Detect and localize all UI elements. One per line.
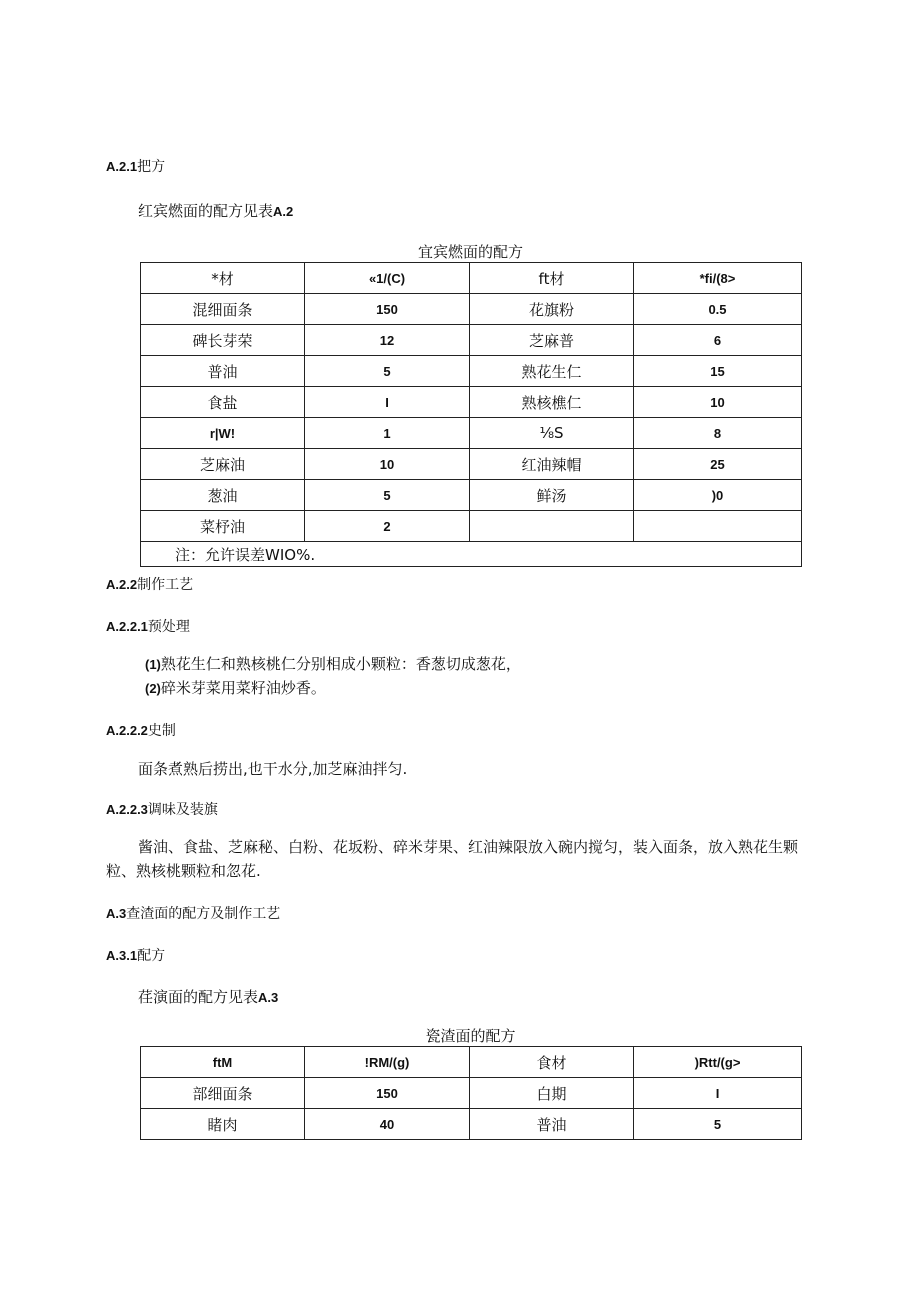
heading-a3: A.3查渣面的配方及制作工艺	[106, 906, 281, 922]
ingredient-cell: r|W!	[141, 418, 305, 449]
header-cell: ftM	[141, 1047, 305, 1078]
amount-cell: 1	[305, 418, 470, 449]
ingredient-cell: 混细面条	[141, 294, 305, 325]
ingredient-cell: 红油辣帽	[470, 449, 634, 480]
list-item: (2)碎米芽菜用菜籽油炒香。	[145, 679, 326, 697]
amount-cell: 150	[305, 294, 470, 325]
table-row	[141, 511, 802, 542]
ingredient-cell: 葱油	[141, 480, 305, 511]
ingredient-cell: 食盐	[141, 387, 305, 418]
amount-cell: 5	[305, 356, 470, 387]
ingredient-cell: 鲜汤	[470, 480, 634, 511]
amount-cell: 25	[634, 449, 802, 480]
amount-cell: 5	[305, 480, 470, 511]
ingredient-cell: 花旗粉	[470, 294, 634, 325]
amount-cell: 2	[305, 511, 470, 542]
amount-cell: 10	[305, 449, 470, 480]
ingredient-cell: 菜杼油	[141, 511, 305, 542]
table-row	[141, 1078, 802, 1109]
ingredient-cell: 碑长芽荣	[141, 325, 305, 356]
paragraph-a2-2-3-line2: 粒、熟核桃颗粒和忽花.	[106, 862, 261, 880]
ingredient-cell: 普油	[470, 1109, 634, 1140]
intro-a2: 红宾燃面的配方见表A.2	[138, 202, 294, 220]
table-row	[141, 1109, 802, 1140]
ingredient-cell: 芝麻油	[141, 449, 305, 480]
header-cell: *材	[141, 263, 305, 294]
header-cell: 食材	[470, 1047, 634, 1078]
table-row	[141, 294, 802, 325]
table-note-row	[141, 542, 802, 567]
amount-cell: 10	[634, 387, 802, 418]
table-row	[141, 449, 802, 480]
paragraph-a2-2-2: 面条煮熟后捞出,也干水分,加芝麻油拌匀.	[138, 760, 408, 778]
ingredient-cell: 熟花生仁	[470, 356, 634, 387]
ingredient-cell: 普油	[141, 356, 305, 387]
ingredient-cell: 睹肉	[141, 1109, 305, 1140]
table-row	[141, 387, 802, 418]
intro-a3: 荏演面的配方见表A.3	[138, 988, 279, 1006]
amount-cell: I	[634, 1078, 802, 1109]
recipe-table-a2	[140, 262, 802, 567]
amount-cell: 150	[305, 1078, 470, 1109]
heading-a3-1: A.3.1配方	[106, 948, 166, 964]
table-row	[141, 418, 802, 449]
amount-cell: 0.5	[634, 294, 802, 325]
table-a2-caption: 宜宾燃面的配方	[417, 243, 523, 261]
heading-a2-2-3: A.2.2.3调味及装旗	[106, 802, 218, 818]
amount-cell: 8	[634, 418, 802, 449]
amount-cell: 15	[634, 356, 802, 387]
amount-cell: 12	[305, 325, 470, 356]
header-cell: )Rtt/(g>	[634, 1047, 802, 1078]
table-row	[141, 356, 802, 387]
heading-a2-2-2: A.2.2.2史制	[106, 723, 176, 739]
header-cell: !RM/(g)	[305, 1047, 470, 1078]
ingredient-cell: ⅛S	[470, 418, 634, 449]
table-row	[141, 480, 802, 511]
heading-a2-2-1: A.2.2.1预处理	[106, 619, 190, 635]
table-a3-caption: 瓷渣面的配方	[425, 1027, 516, 1045]
ingredient-cell: 白期	[470, 1078, 634, 1109]
table-row	[141, 325, 802, 356]
table-header-row	[141, 1047, 802, 1078]
heading-a2-2: A.2.2制作工艺	[106, 577, 194, 593]
list-item: (1)熟花生仁和熟核桃仁分别相成小颗粒：香葱切成葱花，	[145, 655, 521, 673]
ingredient-cell: 熟核樵仁	[470, 387, 634, 418]
amount-cell: I	[305, 387, 470, 418]
paragraph-a2-2-3-line1: 酱油、食盐、芝麻秘、白粉、花坂粉、碎米芽果、红油辣限放入碗内搅匀，装入面条，放入熟花生颗	[138, 838, 799, 856]
header-cell: ft材	[470, 263, 634, 294]
amount-cell: 40	[305, 1109, 470, 1140]
recipe-table-a3	[140, 1046, 802, 1140]
header-cell: «1/(C)	[305, 263, 470, 294]
ingredient-cell	[470, 511, 634, 542]
amount-cell: )0	[634, 480, 802, 511]
amount-cell	[634, 511, 802, 542]
table-note: 注：允许误差WIO%.	[141, 542, 802, 567]
ingredient-cell: 芝麻普	[470, 325, 634, 356]
heading-a2-1: A.2.1把方	[106, 159, 166, 175]
header-cell: *fi/(8>	[634, 263, 802, 294]
ingredient-cell: 部细面条	[141, 1078, 305, 1109]
amount-cell: 5	[634, 1109, 802, 1140]
amount-cell: 6	[634, 325, 802, 356]
table-header-row	[141, 263, 802, 294]
